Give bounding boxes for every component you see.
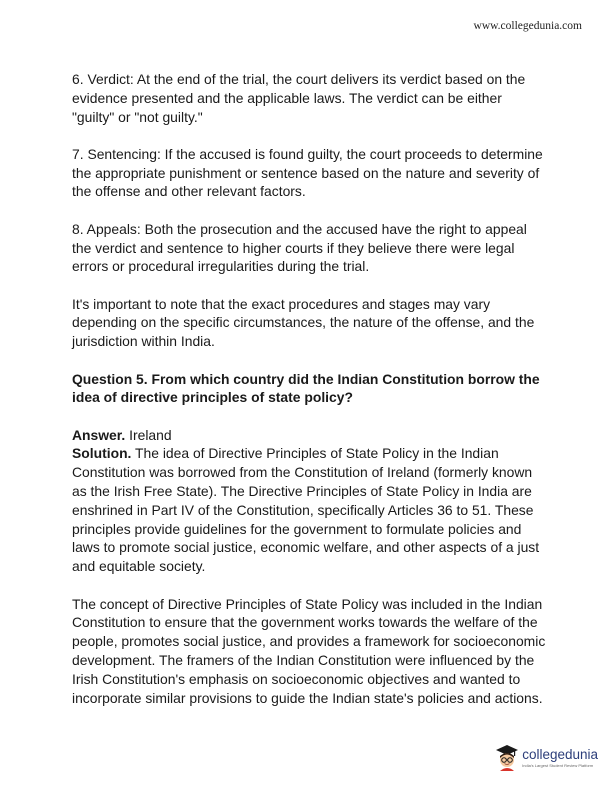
collegedunia-logo [495, 744, 598, 772]
logo-tagline: India's Largest Student Review Platform [522, 762, 594, 768]
paragraph-sentencing: 7. Sentencing: If the accused is found guilty, the court proceeds to determine the appropriate punishment or sentence based on the nature and severity of the offense and other relevant factors. [72, 145, 543, 200]
paragraph-note: It's important to note that the exact procedures and stages may vary depending on the specific circumstances, the nature of the offense, and the jurisdiction within India. [72, 295, 535, 350]
answer-label: Answer. [72, 426, 126, 443]
paragraph-appeals: 8. Appeals: Both the prosecution and the accused have the right to appeal the verdict and sentence to higher courts if they believe there were legal errors or procedural irregularities during the trial. [72, 220, 527, 275]
header-url: www.collegedunia.com [473, 20, 582, 32]
solution-label: Solution. [72, 445, 132, 462]
solution-text: The idea of Directive Principles of State Policy in the Indian Constitution was borrowed from the Constitution of Ireland (formerly known as the Irish Free State). The Directive Principles of State Policy in India are enshrined in Part IV of the Constitution, specifically Articles 36 to 51. These principles provide guidelines for the government to formulate policies and laws to promote social justice, economic welfare, and other aspects of a just and equitable society. [72, 445, 540, 575]
answer-value: Ireland [125, 426, 172, 443]
question-heading: Question 5. From which country did the Indian Constitution borrow the idea of directive principles of state policy? [72, 370, 540, 406]
paragraph-concept: The concept of Directive Principles of State Policy was included in the Indian Constitution to ensure that the government works towards the welfare of the people, promotes social justice, and provides a framework for socioeconomic development. The framers of the Indian Constitution were influenced by the Irish Constitution's emphasis on socioeconomic objectives and wanted to incorporate similar provisions to guide the Indian state's policies and actions. [72, 595, 546, 706]
paragraph-verdict: 6. Verdict: At the end of the trial, the court delivers its verdict based on the evidence presented and the applicable laws. The verdict can be either "guilty" or "not guilty." [72, 71, 526, 125]
document-body [72, 70, 547, 726]
mascot-icon [495, 744, 519, 772]
answer-line [72, 426, 547, 445]
solution-paragraph [72, 444, 547, 576]
logo-name: collegedunia [522, 747, 598, 763]
